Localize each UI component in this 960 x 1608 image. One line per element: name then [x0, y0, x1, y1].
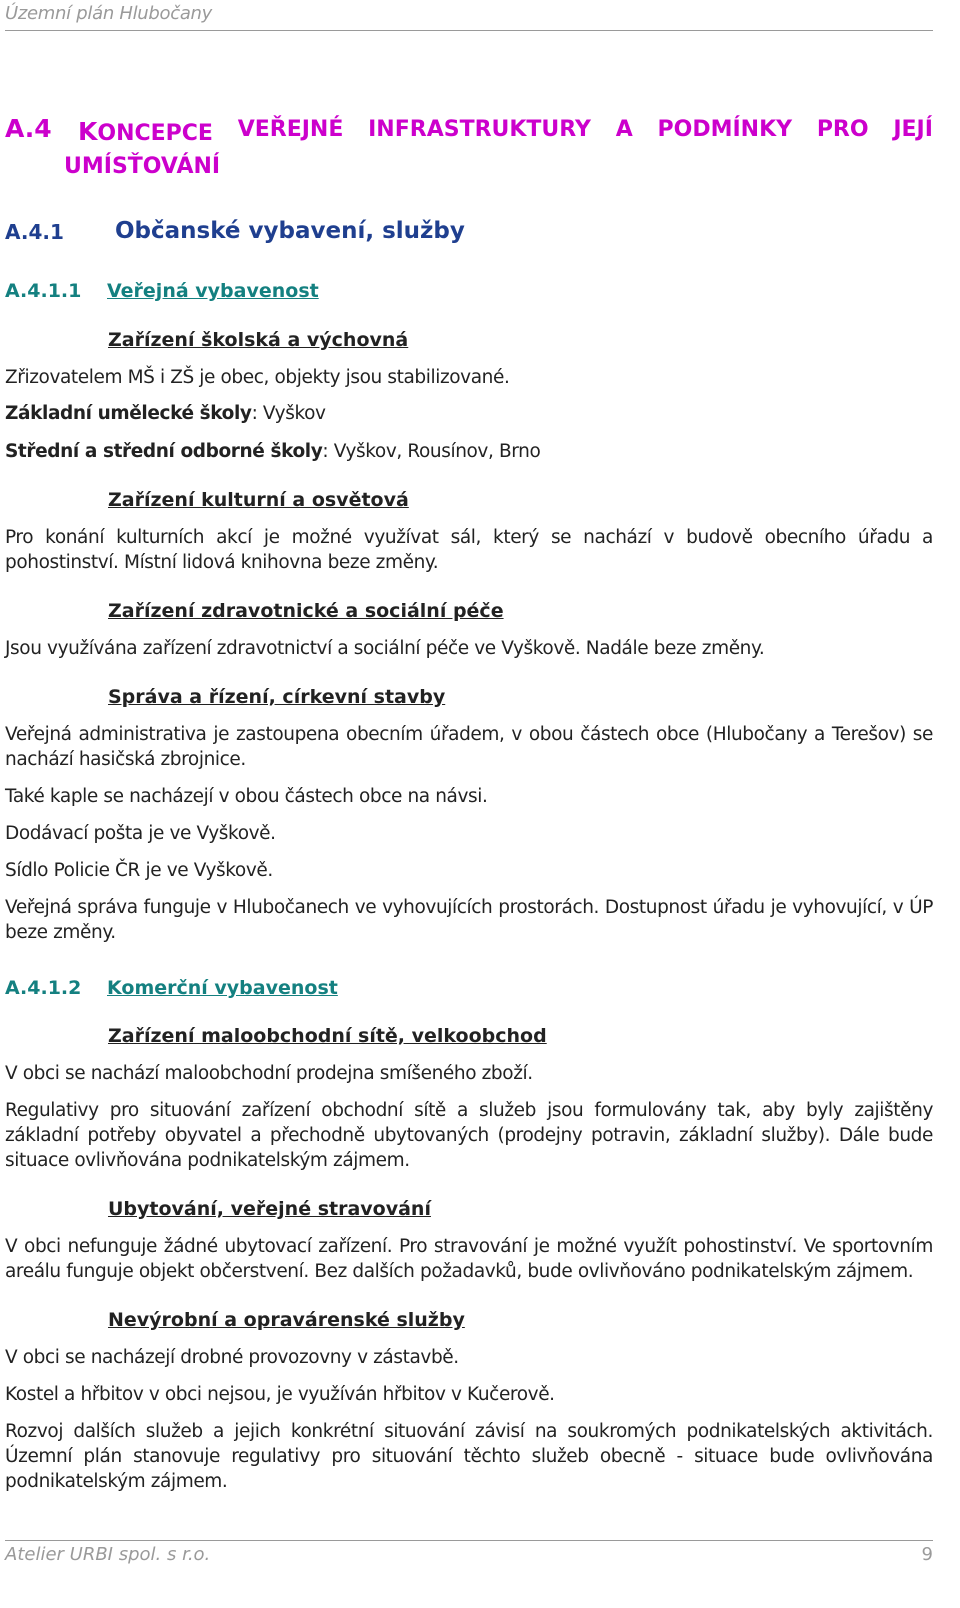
- paragraph-retail-regulations: Regulativy pro situování zařízení obchodní sítě a služeb jsou formulovány tak, aby byly zajištěny základní potřeby obyvatel a přechodně ubytovaných (prodejny potravin, základní služby). Dále bude situace ovlivňována podnikatelským zájmem.: [5, 1100, 933, 1171]
- paragraph-health: Jsou využívána zařízení zdravotnictví a sociální péče ve Vyškově. Nadále beze změny.: [5, 638, 765, 659]
- section-number: A.4.1: [5, 220, 64, 244]
- paragraph-post-office: Dodávací pošta je ve Vyškově.: [5, 823, 276, 844]
- running-header-title: Územní plán Hlubočany: [5, 3, 213, 24]
- subsection-number: A.4.1.1: [5, 280, 82, 302]
- paragraph-lodging: V obci nefunguje žádné ubytovací zařízení. Pro stravování je možné využít pohostinství. Ve sportovním areálu funguje objekt občerstvení. Bez dalších požadavků, bude ovlivňováno podnikatelským zájmem.: [5, 1236, 933, 1282]
- chapter-number: A.4: [5, 114, 52, 143]
- subsection-number: A.4.1.2: [5, 977, 82, 999]
- heading-schools: Zařízení školská a výchovná: [108, 329, 409, 351]
- subsection-title: Veřejná vybavenost: [107, 280, 319, 302]
- chapter-title-line-1: [78, 117, 933, 146]
- chapter-title-word-6: PRO: [816, 117, 869, 142]
- footer-divider: [5, 1540, 933, 1541]
- chapter-title-word-2: VEŘEJNÉ: [237, 117, 344, 142]
- chapter-title-word-7: JEJÍ: [893, 117, 933, 142]
- chapter-title-word-5: PODMÍNKY: [657, 117, 793, 142]
- paragraph-secondary-schools: [5, 439, 933, 464]
- paragraph-services-development: Rozvoj dalších služeb a jejich konkrétní situování závisí na soukromých podnikatelských aktivitách. Územní plán stanovuje regulativy pro situování těchto služeb obecně - situace bude ovlivňována podnikatelským zájmem.: [5, 1421, 933, 1492]
- heading-administration: Správa a řízení, církevní stavby: [108, 686, 446, 708]
- paragraph-schools-founder: Zřizovatelem MŠ i ZŠ je obec, objekty jsou stabilizované.: [5, 367, 510, 388]
- heading-health: Zařízení zdravotnické a sociální péče: [108, 600, 504, 622]
- secondary-schools-label: Střední a střední odborné školy: [5, 441, 323, 462]
- page-number: 9: [921, 1544, 933, 1565]
- chapter-title-word-3: INFRASTRUKTURY: [368, 117, 591, 142]
- paragraph-chapels: Také kaple se nacházejí v obou částech obce na návsi.: [5, 786, 488, 807]
- paragraph-culture: Pro konání kulturních akcí je možné využívat sál, který se nachází v budově obecního úřadu a pohostinství. Místní lidová knihovna beze změny.: [5, 527, 933, 573]
- chapter-title-word-1-rest: ONCEPCE: [97, 121, 213, 146]
- paragraph-police: Sídlo Policie ČR je ve Vyškově.: [5, 860, 273, 881]
- section-title: Občanské vybavení, služby: [115, 218, 465, 244]
- header-divider: [5, 30, 933, 31]
- paragraph-services-workshops: V obci se nacházejí drobné provozovny v zástavbě.: [5, 1347, 459, 1368]
- chapter-title-initial: K: [78, 117, 98, 146]
- art-schools-location: : Vyškov: [251, 403, 326, 424]
- art-schools-label: Základní umělecké školy: [5, 403, 252, 424]
- heading-services: Nevýrobní a opravárenské služby: [108, 1309, 465, 1331]
- heading-culture: Zařízení kulturní a osvětová: [108, 489, 409, 511]
- chapter-title-word-1: [78, 117, 213, 146]
- paragraph-church-cemetery: Kostel a hřbitov v obci nejsou, je využíván hřbitov v Kučerově.: [5, 1384, 555, 1405]
- subsection-title: Komerční vybavenost: [107, 977, 338, 999]
- chapter-title-line-2: UMÍSŤOVÁNÍ: [64, 154, 221, 179]
- heading-retail: Zařízení maloobchodní sítě, velkoobchod: [108, 1025, 547, 1047]
- paragraph-public-administration: Veřejná správa funguje v Hlubočanech ve vyhovujících prostorách. Dostupnost úřadu je vyhovující, v ÚP beze změny.: [5, 897, 933, 943]
- footer-company: Atelier URBI spol. s r.o.: [5, 1544, 211, 1565]
- chapter-title-word-4: A: [615, 117, 633, 142]
- paragraph-administration: Veřejná administrativa je zastoupena obecním úřadem, v obou částech obce (Hlubočany a Terešov) se nachází hasičská zbrojnice.: [5, 724, 933, 770]
- paragraph-art-schools: [5, 401, 933, 426]
- paragraph-retail-store: V obci se nachází maloobchodní prodejna smíšeného zboží.: [5, 1063, 533, 1084]
- secondary-schools-locations: : Vyškov, Rousínov, Brno: [322, 441, 541, 462]
- heading-lodging: Ubytování, veřejné stravování: [108, 1198, 431, 1220]
